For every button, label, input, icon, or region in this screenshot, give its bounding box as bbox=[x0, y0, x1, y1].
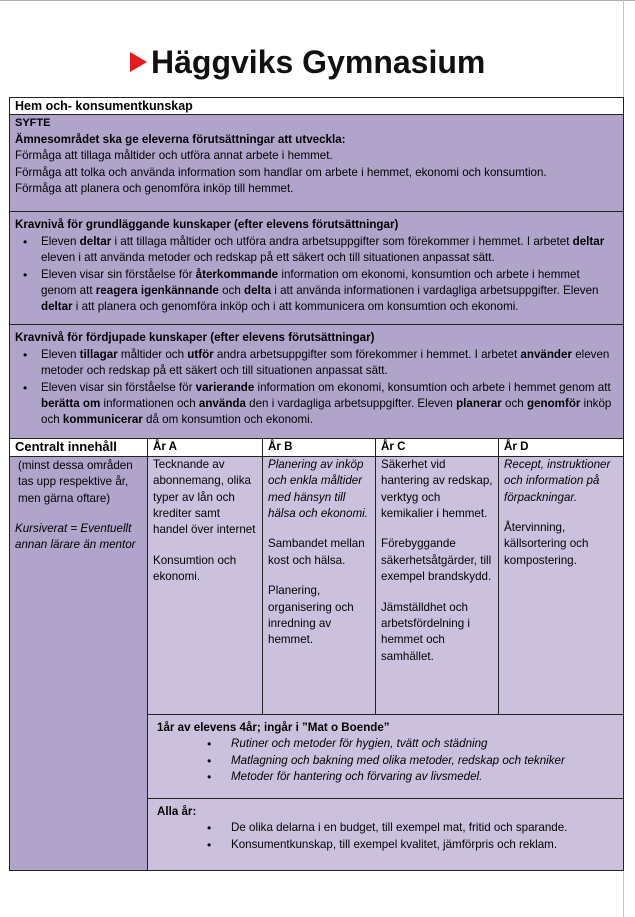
syfte-heading: SYFTE bbox=[15, 117, 51, 130]
all-years-heading: Alla år: bbox=[157, 804, 197, 818]
subject-title: Hem och- konsumentkunskap bbox=[10, 98, 624, 115]
year-c-cell bbox=[376, 456, 499, 714]
syfte-line: Förmåga att tillaga måltider och utföra annat arbete i hemmet. bbox=[15, 149, 333, 163]
syfte-intro: Ämnesområdet ska ge eleverna förutsättningar att utveckla: bbox=[15, 132, 346, 146]
fourth-year-section bbox=[148, 714, 624, 798]
basic-bullet: • Eleven deltar i att tillaga måltider och utföra andra arbetsuppgifter som förekommer i hemmet. I arbetet deltar eleven i att använda metoder och redskap på ett säkert och till situationen anpassat sätt. bbox=[41, 234, 618, 267]
all-years-section bbox=[148, 798, 624, 870]
basic-requirements-section bbox=[10, 212, 624, 325]
year-a-cell bbox=[148, 456, 263, 714]
year-d-item: Recept, instruktioner och information på förpackningar. bbox=[504, 457, 611, 504]
school-name: Häggviks Gymnasium bbox=[151, 44, 486, 80]
fourth-year-item: • Metoder för hantering och förvaring av livsmedel. bbox=[231, 769, 618, 785]
top-border-line bbox=[0, 0, 635, 1]
year-b-item: Sambandet mellan kost och hälsa. bbox=[268, 537, 365, 567]
fourth-year-heading: 1år av elevens 4år; ingår i ”Mat o Boende” bbox=[157, 720, 390, 734]
year-b-item: Planering, organisering och inredning av hemmet. bbox=[268, 584, 354, 647]
year-a-item: Konsumtion och ekonomi. bbox=[153, 553, 237, 584]
all-years-item: • De olika delarna i en budget, till exempel mat, fritid och sparande. bbox=[231, 820, 618, 836]
fourth-year-item: • Matlagning och bakning med olika metoder, redskap och tekniker bbox=[231, 753, 618, 769]
advanced-heading: Kravnivå för fördjupade kunskaper (efter elevens förutsättningar) bbox=[15, 331, 375, 345]
fourth-year-item: • Rutiner och metoder för hygien, tvätt och städning bbox=[231, 736, 618, 752]
advanced-requirements-section bbox=[10, 325, 624, 439]
year-b-cell bbox=[263, 456, 376, 714]
year-header-c: År C bbox=[376, 439, 499, 456]
syfte-section bbox=[10, 115, 624, 212]
red-triangle-logo-icon bbox=[130, 52, 147, 72]
year-header-a: År A bbox=[148, 439, 263, 456]
document-header bbox=[0, 40, 635, 90]
year-c-item: Säkerhet vid hantering av redskap, verktyg och kemikalier i hemmet. bbox=[381, 457, 493, 521]
curriculum-table bbox=[9, 97, 624, 871]
year-d-item: Återvinning, källsortering och kompostering. bbox=[504, 521, 589, 567]
basic-heading: Kravnivå för grundläggande kunskaper (efter elevens förutsättningar) bbox=[15, 218, 399, 232]
italic-note: Kursiverat = Eventuellt annan lärare än mentor bbox=[15, 522, 136, 552]
central-content-note: (minst dessa områden tas upp respektive år, men gärna oftare) bbox=[18, 458, 133, 505]
basic-bullet: • Eleven visar sin förståelse för återkommande information om ekonomi, konsumtion och arbete i hemmet genom att reagera igenkännande och delta i att använda informationen i vardagliga arbetsuppgifter. Eleven deltar i att planera och genomföra inköp och i att kommunicera om konsumtion och ekonomi. bbox=[41, 267, 618, 316]
year-b-item: Planering av inköp och enkla måltider med hänsyn till hälsa och ekonomi. bbox=[268, 457, 368, 521]
all-years-item: • Konsumentkunskap, till exempel kvalitet, jämförpris och reklam. bbox=[231, 837, 618, 853]
central-content-heading: Centralt innehåll bbox=[10, 439, 148, 456]
syfte-line: Förmåga att planera och genomföra inköp till hemmet. bbox=[15, 182, 294, 196]
advanced-bullet: • Eleven visar sin förståelse för varierande information om ekonomi, konsumtion och arbete i hemmet genom att berätta om informationen och använda den i vardagliga arbetsuppgifter. Eleven planerar och genomför inköp och kommunicerar då om konsumtion och ekonomi. bbox=[41, 380, 618, 429]
year-c-item: Jämställdhet och arbetsfördelning i hemmet och samhället. bbox=[381, 600, 470, 663]
central-content-note-cell bbox=[10, 456, 148, 870]
year-d-cell bbox=[499, 456, 624, 714]
year-header-b: År B bbox=[263, 439, 376, 456]
year-header-d: År D bbox=[499, 439, 624, 456]
syfte-line: Förmåga att tolka och använda information som handlar om arbete i hemmet, ekonomi och konsumtion. bbox=[15, 165, 547, 179]
advanced-bullet: • Eleven tillagar måltider och utför andra arbetsuppgifter som förekommer i hemmet. I arbetet använder eleven metoder och redskap på ett säkert och till situationen anpassat sätt. bbox=[41, 347, 618, 380]
year-a-item: Tecknande av abonnemang, olika typer av lån och krediter samt handel över internet bbox=[153, 457, 256, 537]
year-c-item: Förebyggande säkerhetsåtgärder, till exempel brandskydd. bbox=[381, 537, 492, 584]
